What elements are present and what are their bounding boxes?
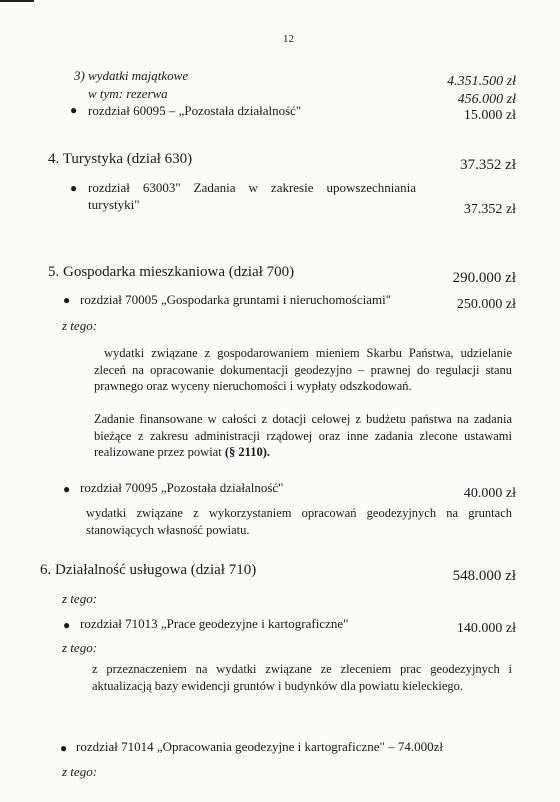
s5-paragraph-2-text: Zadanie finansowane w całości z dotacji celowej z budżetu państwa na zadania bieżące z zakresu administracji rządowej oraz inne zadania zlecone ustawami realizowane przez powiat [94, 412, 512, 460]
s5-z-tego: z tego: [62, 318, 98, 333]
bullet: ● [70, 181, 78, 195]
s5-rozdzial2-text: rozdział 70095 „Pozostała działalność" [80, 480, 284, 495]
bullet: ● [60, 741, 68, 755]
s5-paragraph-1: wydatki związane z gospodarowaniem mieniem Skarbu Państwa, udzielanie zleceń na opracowanie dokumentacji geodezyjno – prawnej do regulacji stanu prawnego oraz wyceny nieruchomości i wypłaty odszkodowań. [94, 346, 512, 394]
s3-reserve-amount: 456.000 zł [457, 92, 516, 107]
s5-amount: 290.000 zł [452, 270, 516, 286]
s6-rozdzial2-text: rozdział 71014 „Opracowania geodezyjne i kartograficzne" – 74.000zł [76, 739, 443, 754]
s5-rozdzial1-text: rozdział 70005 „Gospodarka gruntami i nieruchomościami" [80, 292, 392, 307]
s6-z-tego-2: z tego: [62, 640, 98, 655]
s3-rozdzial-text: rozdział 60095 – „Pozostała działalność" [88, 103, 302, 118]
bullet: ● [63, 293, 71, 307]
s5-rozdzial1-amount: 250.000 zł [456, 297, 516, 312]
s5-heading: 5. Gospodarka mieszkaniowa (dział 700) [48, 264, 295, 280]
s6-paragraph: z przeznaczeniem na wydatki związane ze zleceniem prac geodezyjnych i aktualizacją bazy ewidencji gruntów i budynków dla powiatu kieleckiego. [92, 662, 512, 693]
s5-paragraph-2 [94, 411, 512, 461]
s3-reserve-label: w tym: rezerwa [88, 86, 168, 101]
s6-amount: 548.000 zł [452, 568, 516, 584]
s4-rozdzial-line1: rozdział 63003" Zadania w zakresie upowszechniania [88, 180, 417, 195]
s4-heading: 4. Turystyka (dział 630) [48, 151, 193, 167]
bullet: ● [63, 482, 71, 496]
s6-rozdzial1-text: rozdział 71013 „Prace geodezyjne i kartograficzne" [80, 616, 349, 631]
page-number: 12 [283, 33, 294, 45]
s3-title: 3) wydatki majątkowe [74, 68, 189, 83]
top-rule [0, 0, 34, 2]
s5-paragraph-3: wydatki związane z wykorzystaniem opracowań geodezyjnych na gruntach stanowiących własność powiatu. [86, 506, 512, 537]
s5-paragraph-2-ref: (§ 2110). [224, 445, 270, 460]
s4-rozdzial-amount: 37.352 zł [463, 202, 516, 217]
bullet: ● [70, 103, 78, 117]
s5-rozdzial2-amount: 40.000 zł [463, 486, 516, 501]
s6-z-tego-1: z tego: [62, 591, 98, 606]
s3-title-amount: 4.351.500 zł [447, 74, 516, 89]
s6-rozdzial1-amount: 140.000 zł [456, 621, 516, 636]
s4-rozdzial-line2: turystyki" [88, 197, 140, 212]
s4-amount: 37.352 zł [460, 157, 516, 173]
s6-heading: 6. Działalność usługowa (dział 710) [40, 562, 257, 578]
s6-z-tego-3: z tego: [62, 764, 98, 779]
s3-rozdzial-amount: 15.000 zł [463, 108, 516, 123]
bullet: ● [63, 618, 71, 632]
